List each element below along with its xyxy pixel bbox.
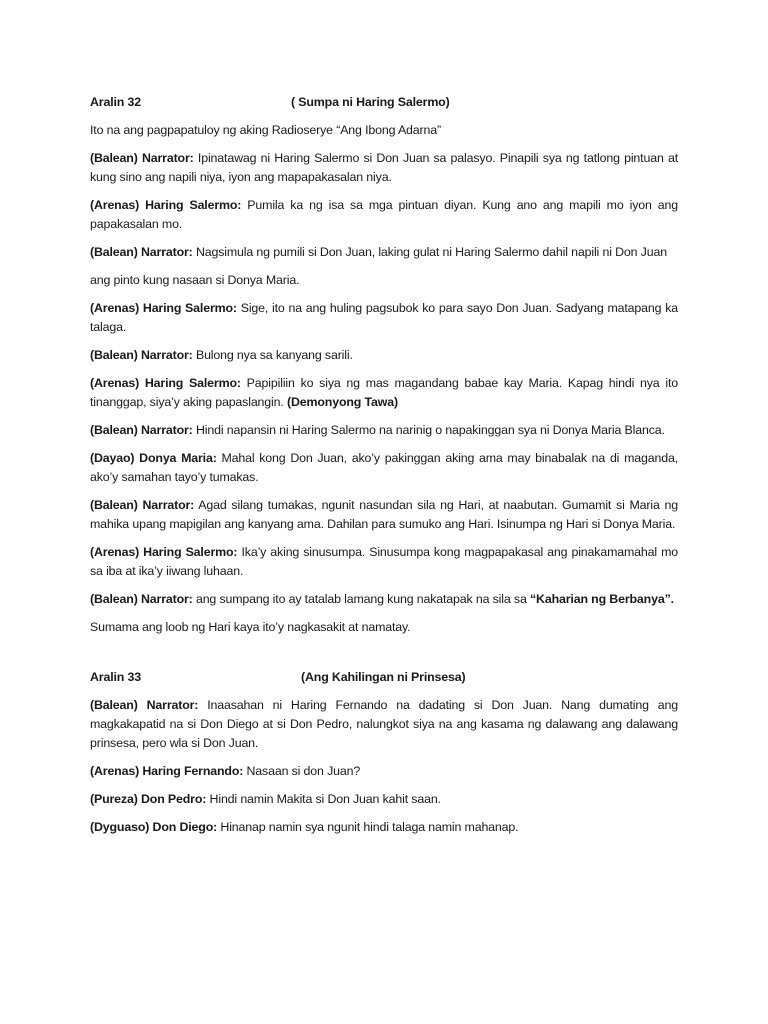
dialogue-text: Hindi napansin ni Haring Salermo na narinig o napakinggan sya ni Donya Maria Blanca. — [192, 423, 665, 437]
speaker-label: (Balean) Narrator: — [90, 698, 199, 712]
lesson-number: Aralin 33 — [90, 670, 141, 684]
dialogue-text: Agad silang tumakas, ngunit nasundan sila ng Hari, at naabutan. Gumamit si Maria ng mahika upang mapigilan ang kanyang ama. Dahilan para sumuko ang Hari. Isinumpa ng Hari si Donya Maria. — [90, 498, 678, 531]
dialogue-text: Ipinatawag ni Haring Salermo si Don Juan sa palasyo. Pinapili sya ng tatlong pintuan at kung sino ang napili niya, iyon ang mapapakasalan niya. — [90, 151, 678, 184]
dialogue-text: Mahal kong Don Juan, ako’y pakinggan aking ama may binabalak na di maganda, ako’y samahan tayo’y tumakas. — [90, 451, 678, 484]
dialogue-text: Ika’y aking sinusumpa. Sinusumpa kong magpapakasal ang pinakamamahal mo sa iba at ika’y iiwang luhaan. — [90, 545, 678, 578]
speaker-label: (Balean) Narrator: — [90, 498, 195, 512]
script-line — [90, 243, 678, 262]
script-line — [90, 543, 678, 581]
dialogue-text: Pumila ka ng isa sa mga pintuan diyan. Kung ano ang mapili mo iyon ang papakasalan mo. — [90, 198, 678, 231]
section-spacer — [90, 646, 678, 668]
script-line — [90, 421, 678, 440]
stage-direction: (Demonyong Tawa) — [286, 395, 398, 409]
speaker-label: (Arenas) Haring Salermo: — [90, 198, 242, 212]
dialogue-text: Papipiliin ko siya ng mas magandang babae kay Maria. Kapag hindi nya ito tinanggap, siya’y aking papaslangin. — [90, 376, 678, 409]
speaker-label: (Arenas) Haring Salermo: — [90, 545, 238, 559]
speaker-label: (Balean) Narrator: — [90, 423, 193, 437]
speaker-label: (Dayao) Donya Maria: — [90, 451, 217, 465]
script-line — [90, 346, 678, 365]
speaker-label: (Dyguaso) Don Diego: — [90, 820, 218, 834]
dialogue-text: ang pinto kung nasaan si Donya Maria. — [90, 273, 300, 287]
dialogue-text: Inaasahan ni Haring Fernando na dadating si Don Juan. Nang dumating ang magkakapatid na si Don Diego at si Don Pedro, nalungkot siya na ang kasama ng dalawang ang dalawang prinsesa, pero wla si Don Juan. — [90, 698, 678, 750]
speaker-label: (Arenas) Haring Fernando: — [90, 764, 244, 778]
script-line — [90, 696, 678, 753]
dialogue-text: Nasaan si don Juan? — [243, 764, 361, 778]
script-line — [90, 818, 678, 837]
speaker-label: (Balean) Narrator: — [90, 348, 193, 362]
dialogue-text: Hinanap namin sya ngunit hindi talaga namin mahanap. — [217, 820, 519, 834]
document-page — [90, 93, 678, 846]
lesson-heading-33 — [90, 668, 678, 687]
dialogue-text: Nagsimula ng pumili si Don Juan, laking gulat ni Haring Salermo dahil napili ni Don Juan — [192, 245, 667, 259]
lesson-title: ( Sumpa ni Haring Salermo) — [291, 95, 450, 109]
script-line — [90, 790, 678, 809]
script-line — [90, 196, 678, 234]
speaker-label: (Arenas) Haring Salermo: — [90, 301, 237, 315]
speaker-label: (Arenas) Haring Salermo: — [90, 376, 241, 390]
speaker-label: (Balean) Narrator: — [90, 245, 193, 259]
script-line — [90, 149, 678, 187]
script-line — [90, 449, 678, 487]
script-line — [90, 374, 678, 412]
speaker-label: (Pureza) Don Pedro: — [90, 792, 207, 806]
place-name: “Kaharian ng Berbanya”. — [530, 592, 674, 606]
lesson-title: (Ang Kahilingan ni Prinsesa) — [301, 670, 466, 684]
script-line — [90, 762, 678, 781]
dialogue-text: Bulong nya sa kanyang sarili. — [192, 348, 353, 362]
script-line — [90, 271, 678, 290]
script-line — [90, 618, 678, 637]
script-line — [90, 590, 678, 609]
speaker-label: (Balean) Narrator: — [90, 151, 194, 165]
dialogue-text: Sige, ito na ang huling pagsubok ko para sayo Don Juan. Sadyang matapang ka talaga. — [90, 301, 678, 334]
lesson-heading-32 — [90, 93, 678, 112]
script-line — [90, 496, 678, 534]
dialogue-text: Hindi namin Makita si Don Juan kahit saan. — [206, 792, 441, 806]
lesson-number: Aralin 32 — [90, 95, 141, 109]
intro-paragraph: Ito na ang pagpapatuloy ng aking Radioserye “Ang Ibong Adarna” — [90, 123, 441, 137]
script-line — [90, 299, 678, 337]
speaker-label: (Balean) Narrator: — [90, 592, 193, 606]
dialogue-text: ang sumpang ito ay tatalab lamang kung nakatapak na sila sa — [192, 592, 530, 606]
dialogue-text: Sumama ang loob ng Hari kaya ito’y nagkasakit at namatay. — [90, 620, 411, 634]
